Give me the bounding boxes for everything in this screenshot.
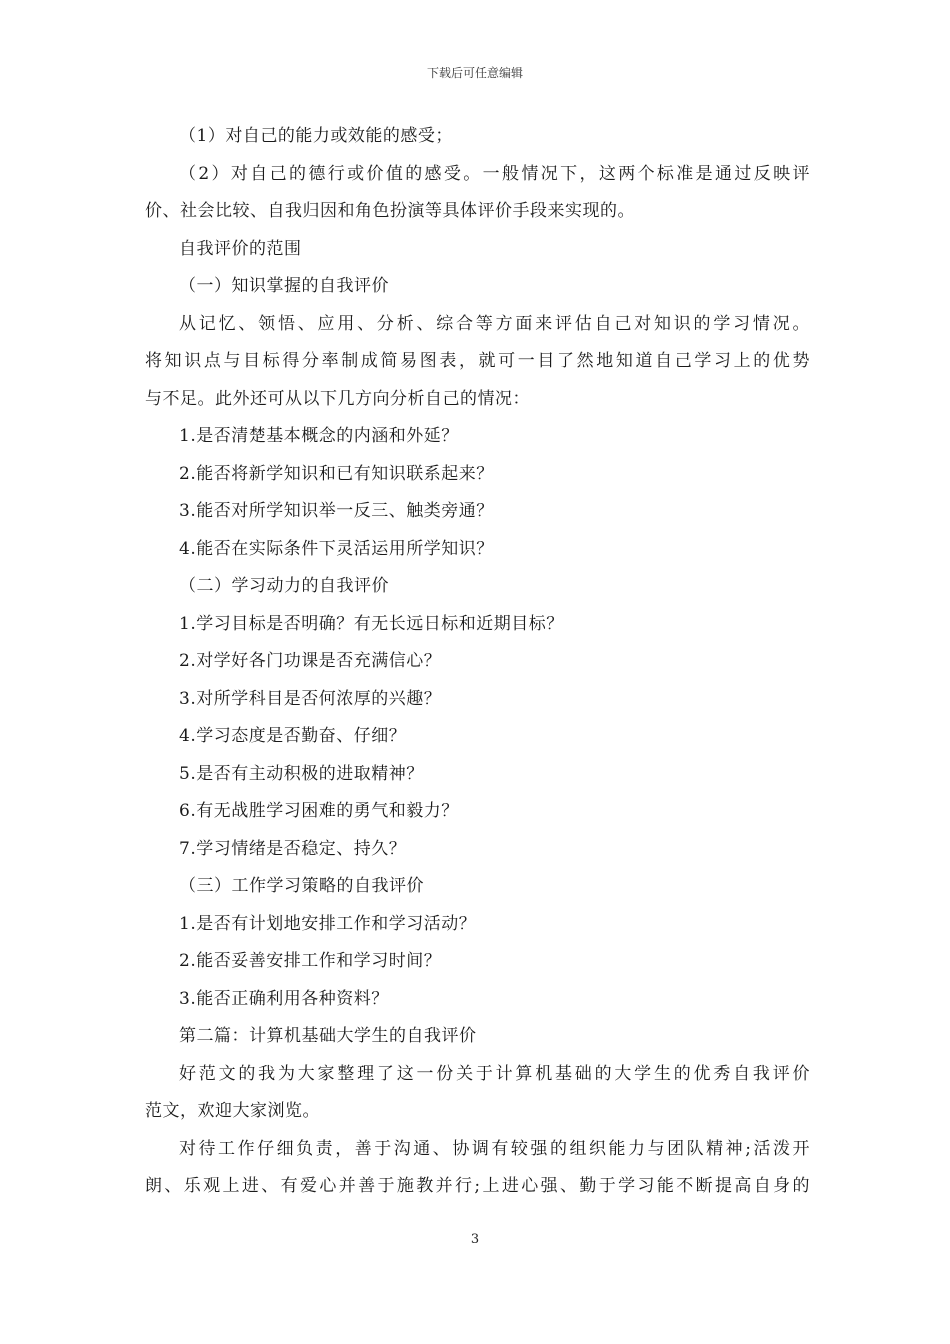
- text-line: 1.学习目标是否明确？有无长远日标和近期目标？: [179, 613, 564, 634]
- text-line: 2.对学好各门功课是否充满信心？: [179, 651, 442, 671]
- page-number: 3: [470, 1232, 480, 1247]
- text-line: （三）工作学习策略的自我评价: [179, 876, 424, 896]
- text-line: 3.能否对所学知识举一反三、触类旁通？: [179, 501, 494, 521]
- text-line: 第二篇：计算机基础大学生的自我评价: [179, 1026, 477, 1046]
- text-line: （二）学习动力的自我评价: [179, 576, 389, 596]
- text-line: 2.能否妥善安排工作和学习时间？: [179, 951, 442, 971]
- text-line: 自我评价的范围: [179, 238, 302, 259]
- document-body: [145, 118, 810, 1206]
- text-line: 2.能否将新学知识和已有知识联系起来？: [179, 463, 494, 484]
- text-line: 价、社会比较、自我归因和角色扮演等具体评价手段来实现的。: [145, 201, 635, 221]
- text-line: 3.能否正确利用各种资料？: [179, 988, 389, 1009]
- text-line: 好范文的我为大家整理了这一份关于计算机基础的大学生的优秀自我评价: [179, 1063, 810, 1084]
- text-line: 从记忆、领悟、应用、分析、综合等方面来评估自己对知识的学习情况。: [179, 313, 810, 334]
- text-line: 将知识点与目标得分率制成简易图表，就可一目了然地知道自己学习上的优势: [145, 351, 810, 371]
- text-line: （2）对自己的德行或价值的感受。一般情况下，这两个标准是通过反映评: [179, 163, 810, 184]
- text-line: 4.学习态度是否勤奋、仔细？: [179, 726, 407, 746]
- text-line: （一）知识掌握的自我评价: [179, 276, 389, 296]
- text-line: 3.对所学科目是否何浓厚的兴趣？: [179, 688, 442, 709]
- text-line: （1）对自己的能力或效能的感受；: [179, 126, 453, 146]
- text-line: 5.是否有主动积极的进取精神？: [179, 763, 424, 784]
- text-line: 6.有无战胜学习困难的勇气和毅力？: [179, 801, 459, 821]
- text-line: 范文，欢迎大家浏览。: [145, 1101, 320, 1121]
- text-line: 1.是否有计划地安排工作和学习活动？: [179, 913, 477, 934]
- text-line: 1.是否清楚基本概念的内涵和外延？: [179, 426, 459, 446]
- text-line: 4.能否在实际条件下灵活运用所学知识？: [179, 538, 494, 559]
- text-line: 与不足。此外还可从以下几方向分析自己的情况：: [145, 388, 530, 409]
- page-header: 下载后可任意编辑: [426, 66, 523, 80]
- text-line: 7.学习情绪是否稳定、持久？: [179, 838, 407, 859]
- text-line: 对待工作仔细负责，善于沟通、协调有较强的组织能力与团队精神;活泼开: [179, 1138, 810, 1159]
- text-line: 朗、乐观上进、有爱心并善于施教并行;上进心强、勤于学习能不断提高自身的: [145, 1176, 810, 1196]
